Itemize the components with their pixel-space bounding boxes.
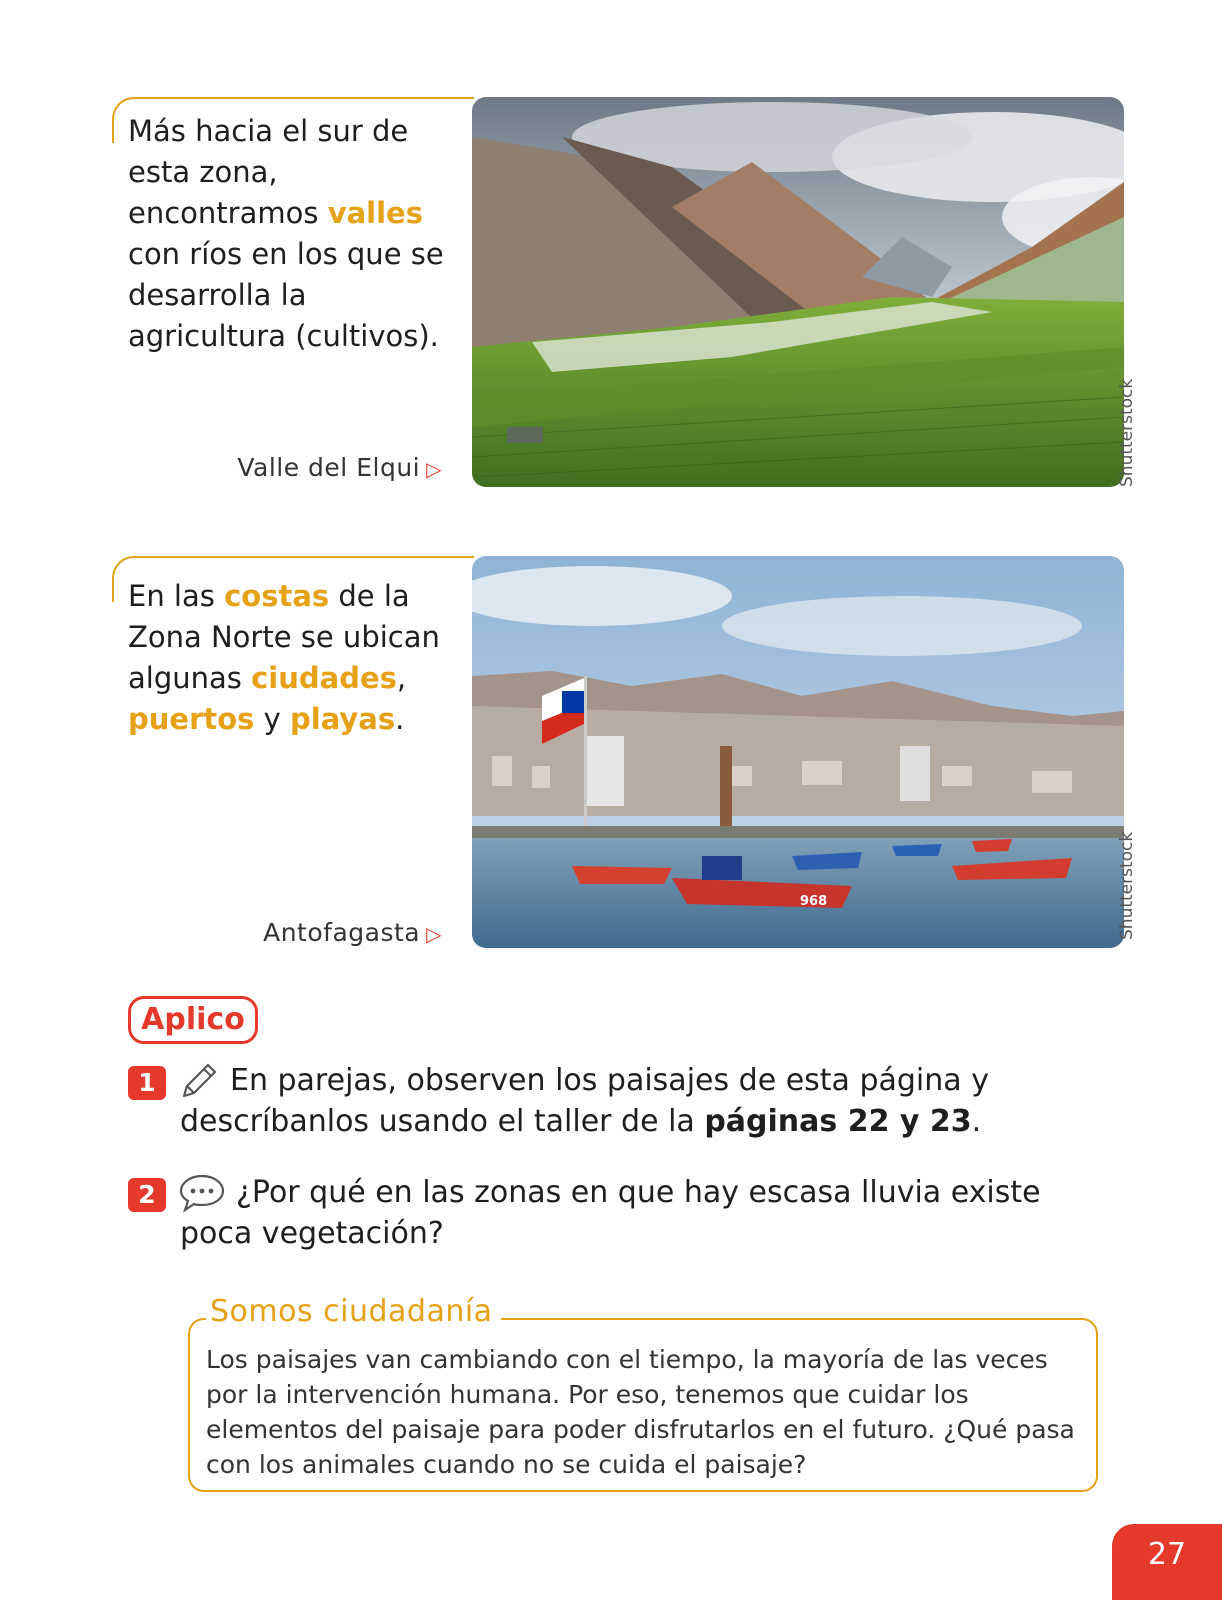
highlight-playas: playas xyxy=(290,702,396,736)
section-valle xyxy=(112,97,1137,487)
triangle-arrow-icon: ▷ xyxy=(426,457,442,481)
pencil-icon xyxy=(178,1060,220,1102)
intro-text-costas xyxy=(128,576,458,740)
valley-illustration xyxy=(472,97,1124,487)
speech-bubble-icon xyxy=(178,1172,220,1214)
photo-credit: Shutterstock xyxy=(1117,378,1137,487)
section-antofagasta xyxy=(112,556,1137,948)
question-2 xyxy=(128,1172,1068,1262)
intro-text: y xyxy=(254,702,291,736)
citizenship-title: Somos ciudadanía xyxy=(206,1294,501,1329)
triangle-arrow-icon: ▷ xyxy=(426,922,442,946)
intro-text: Más hacia el sur de esta zona, encontramos xyxy=(128,114,409,230)
intro-text: . xyxy=(395,702,405,736)
question-text-2: poca vegetación? xyxy=(180,1216,444,1251)
highlight-costas: costas xyxy=(224,579,330,613)
citizenship-text: Los paisajes van cambiando con el tiempo, la mayoría de las veces por la intervención humana. Por eso, tenemos que cuidar los elementos del paisaje para poder disfrutarlos en el futuro. ¿Qué pasa con los animales cuando no se cuida el paisaje? xyxy=(206,1345,1075,1479)
boat-number: 968 xyxy=(800,894,828,909)
intro-text: de la Zona Norte se ubican algunas xyxy=(128,579,440,695)
question-number: 1 xyxy=(128,1066,166,1100)
caption-text: Valle del Elqui xyxy=(237,453,421,482)
photo-antofagasta xyxy=(472,556,1124,948)
page-number: 27 xyxy=(1112,1524,1222,1600)
highlight-ciudades: ciudades xyxy=(251,661,397,695)
question-number: 2 xyxy=(128,1178,166,1212)
caption-antofagasta xyxy=(263,918,442,947)
question-1 xyxy=(128,1060,1068,1150)
pages-reference: páginas 22 y 23 xyxy=(704,1104,972,1139)
intro-text: con ríos en los que se desarrolla la agricultura (cultivos). xyxy=(128,237,444,353)
question-text: En parejas, observen los paisajes de esta página y xyxy=(230,1063,989,1098)
question-text: ¿Por qué en las zonas en que hay escasa lluvia existe xyxy=(236,1175,1041,1210)
highlight-puertos: puertos xyxy=(128,702,255,736)
intro-text-valle xyxy=(128,111,448,357)
caption-text: Antofagasta xyxy=(263,918,421,947)
harbor-illustration xyxy=(472,556,1124,948)
intro-text: , xyxy=(396,661,407,695)
question-text-2 xyxy=(180,1101,981,1142)
photo-credit: Shutterstock xyxy=(1117,831,1137,940)
photo-valle-del-elqui xyxy=(472,97,1124,487)
aplico-label: Aplico xyxy=(128,996,258,1044)
intro-text: En las xyxy=(128,579,225,613)
question-text: descríbanlos usando el taller de la xyxy=(180,1104,705,1139)
question-text: . xyxy=(971,1104,982,1139)
caption-valle xyxy=(237,453,442,482)
highlight-valles: valles xyxy=(327,196,423,230)
